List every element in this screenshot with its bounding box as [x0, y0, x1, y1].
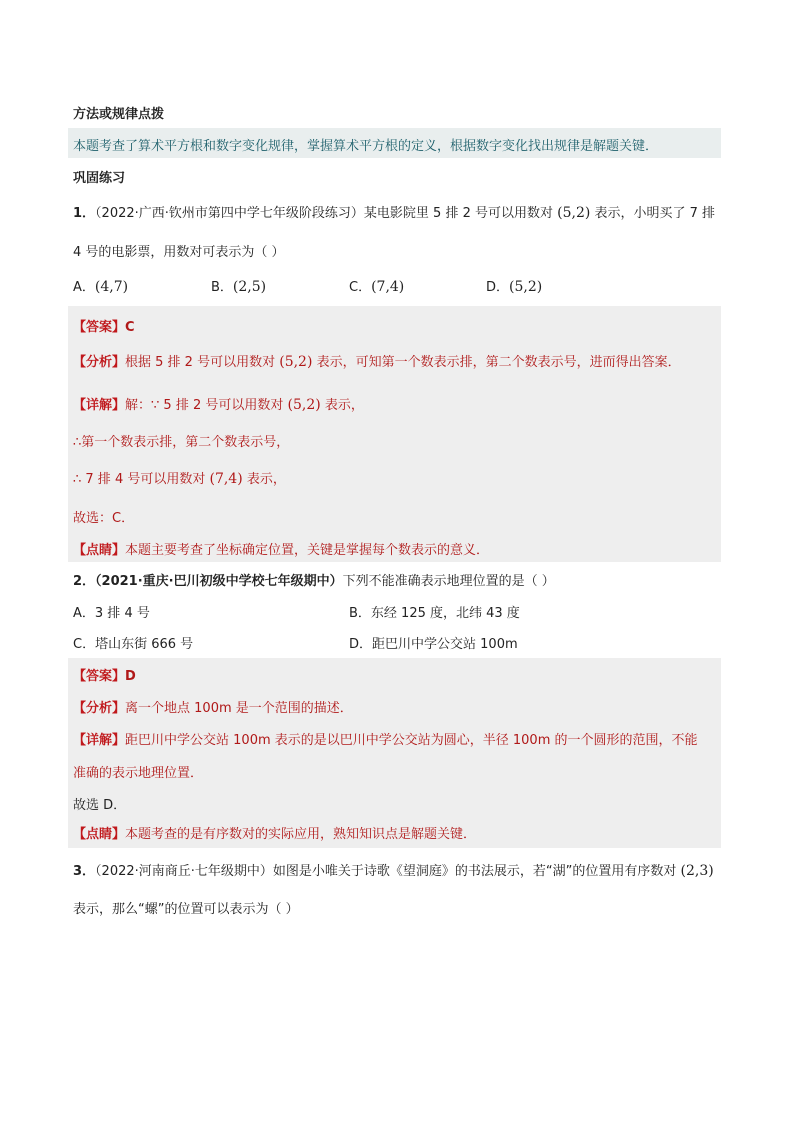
q2-option-d — [349, 633, 518, 652]
q2-option-c — [73, 633, 193, 652]
analysis-tag: 【分析】 — [73, 701, 126, 716]
detail-text: 距巴川中学公交站 100m 表示的是以巴川中学公交站为圆心，半径 100m 的一个圆形的范围，不能 — [125, 733, 698, 748]
q2-source: （2021·重庆·巴川初级中学校七年级期中） — [95, 574, 343, 589]
q1-option-d — [486, 276, 542, 295]
q3-line2: 表示，那么“螺”的位置可以表示为（ ） — [73, 902, 299, 917]
q1-detail-line2: ∴第一个数表示排，第二个数表示号， — [73, 435, 290, 450]
option-value: (5,2) — [509, 279, 543, 295]
option-value: (7,4) — [371, 279, 405, 295]
q1-line2: 4 号的电影票，用数对可表示为（ ） — [73, 245, 285, 260]
comment-tag: 【点睛】 — [73, 827, 126, 842]
q2-detail-line2: 准确的表示地理位置． — [73, 766, 204, 781]
comment-text: 本题考查的是有序数对的实际应用，熟知知识点是解题关键． — [125, 827, 477, 842]
q1-option-c — [349, 276, 404, 295]
q3-line1 — [73, 860, 714, 879]
q2-line1 — [73, 570, 555, 589]
q2-solution-box — [68, 658, 721, 848]
q1-option-a — [73, 276, 128, 295]
option-letter: C． — [73, 637, 96, 652]
detail-line3-text-a: ∴ 7 排 4 号可以用数对 — [73, 472, 206, 487]
q3-pair: (2,3) — [680, 863, 714, 879]
q1-choose: 故选：C． — [73, 511, 135, 526]
q2-number: 2． — [73, 574, 96, 589]
q1-answer — [73, 316, 135, 335]
comment-tag: 【点睛】 — [73, 543, 126, 558]
q3-source: （2022·河南商丘·七年级期中） — [95, 864, 273, 879]
detail-pair: (5,2) — [287, 397, 321, 413]
q3-number: 3． — [73, 864, 96, 879]
analysis-pair: (5,2) — [279, 354, 313, 370]
option-value: (4,7) — [94, 279, 129, 295]
option-letter: B． — [211, 280, 233, 295]
option-value: 距巴川中学公交站 100m — [372, 637, 518, 652]
method-text: 本题考查了算术平方根和数字变化规律，掌握算术平方根的定义，根据数字变化找出规律是解题关键． — [73, 139, 659, 154]
option-letter: B． — [349, 606, 371, 621]
q2-comment — [73, 823, 476, 842]
option-letter: C． — [349, 280, 372, 295]
q2-answer — [73, 665, 136, 684]
answer-tag: 【答案】 — [73, 320, 126, 335]
q2-analysis — [73, 697, 353, 716]
q1-solution-box — [68, 306, 721, 534]
q1-text-b: 表示，小明买了 7 排 — [594, 206, 716, 221]
q2-option-a — [73, 602, 150, 621]
analysis-text-b: 表示，可知第一个数表示排，第二个数表示号，进而得出答案． — [316, 355, 681, 370]
answer-value: D — [125, 669, 136, 684]
detail-tag: 【详解】 — [73, 733, 126, 748]
answer-value: C — [125, 320, 135, 335]
q2-text: 下列不能准确表示地理位置的是（ ） — [342, 574, 555, 589]
practice-heading: 巩固练习 — [73, 171, 126, 186]
q2-choose: 故选 D． — [73, 798, 127, 813]
analysis-text: 离一个地点 100m 是一个范围的描述． — [125, 701, 353, 716]
q3-text-a: 如图是小唯关于诗歌《望洞庭》的书法展示，若“湖”的位置用有序数对 — [272, 864, 677, 879]
method-heading: 方法或规律点拨 — [73, 107, 165, 122]
q1-comment — [73, 539, 489, 558]
analysis-text-a: 根据 5 排 2 号可以用数对 — [125, 355, 276, 370]
detail-text-a: 解：∵ 5 排 2 号可以用数对 — [125, 398, 284, 413]
detail-line3-text-b: 表示， — [246, 472, 286, 487]
detail-line3-pair: (7,4) — [209, 471, 243, 487]
q1-source: （2022·广西·钦州市第四中学七年级阶段练习） — [95, 206, 364, 221]
q1-line1 — [73, 202, 715, 221]
detail-tag: 【详解】 — [73, 398, 126, 413]
option-letter: D． — [486, 280, 510, 295]
q1-text-a: 某电影院里 5 排 2 号可以用数对 — [363, 206, 553, 221]
q1-pair-a: (5,2) — [557, 205, 591, 221]
answer-tag: 【答案】 — [73, 669, 126, 684]
q1-number: 1． — [73, 206, 96, 221]
comment-text: 本题主要考查了坐标确定位置，关键是掌握每个数表示的意义． — [125, 543, 490, 558]
option-letter: A． — [73, 280, 95, 295]
q1-option-b — [211, 276, 266, 295]
detail-text-b: 表示， — [324, 398, 364, 413]
option-value: 塔山东街 666 号 — [95, 637, 194, 652]
q1-analysis — [73, 351, 681, 370]
q2-detail — [73, 729, 698, 748]
option-letter: D． — [349, 637, 373, 652]
option-value: 东经 125 度，北纬 43 度 — [370, 606, 520, 621]
option-letter: A． — [73, 606, 95, 621]
q1-detail-line3 — [73, 468, 286, 487]
option-value: (2,5) — [232, 279, 267, 295]
analysis-tag: 【分析】 — [73, 355, 126, 370]
option-value: 3 排 4 号 — [94, 606, 150, 621]
q2-option-b — [349, 602, 520, 621]
q1-detail — [73, 394, 364, 413]
